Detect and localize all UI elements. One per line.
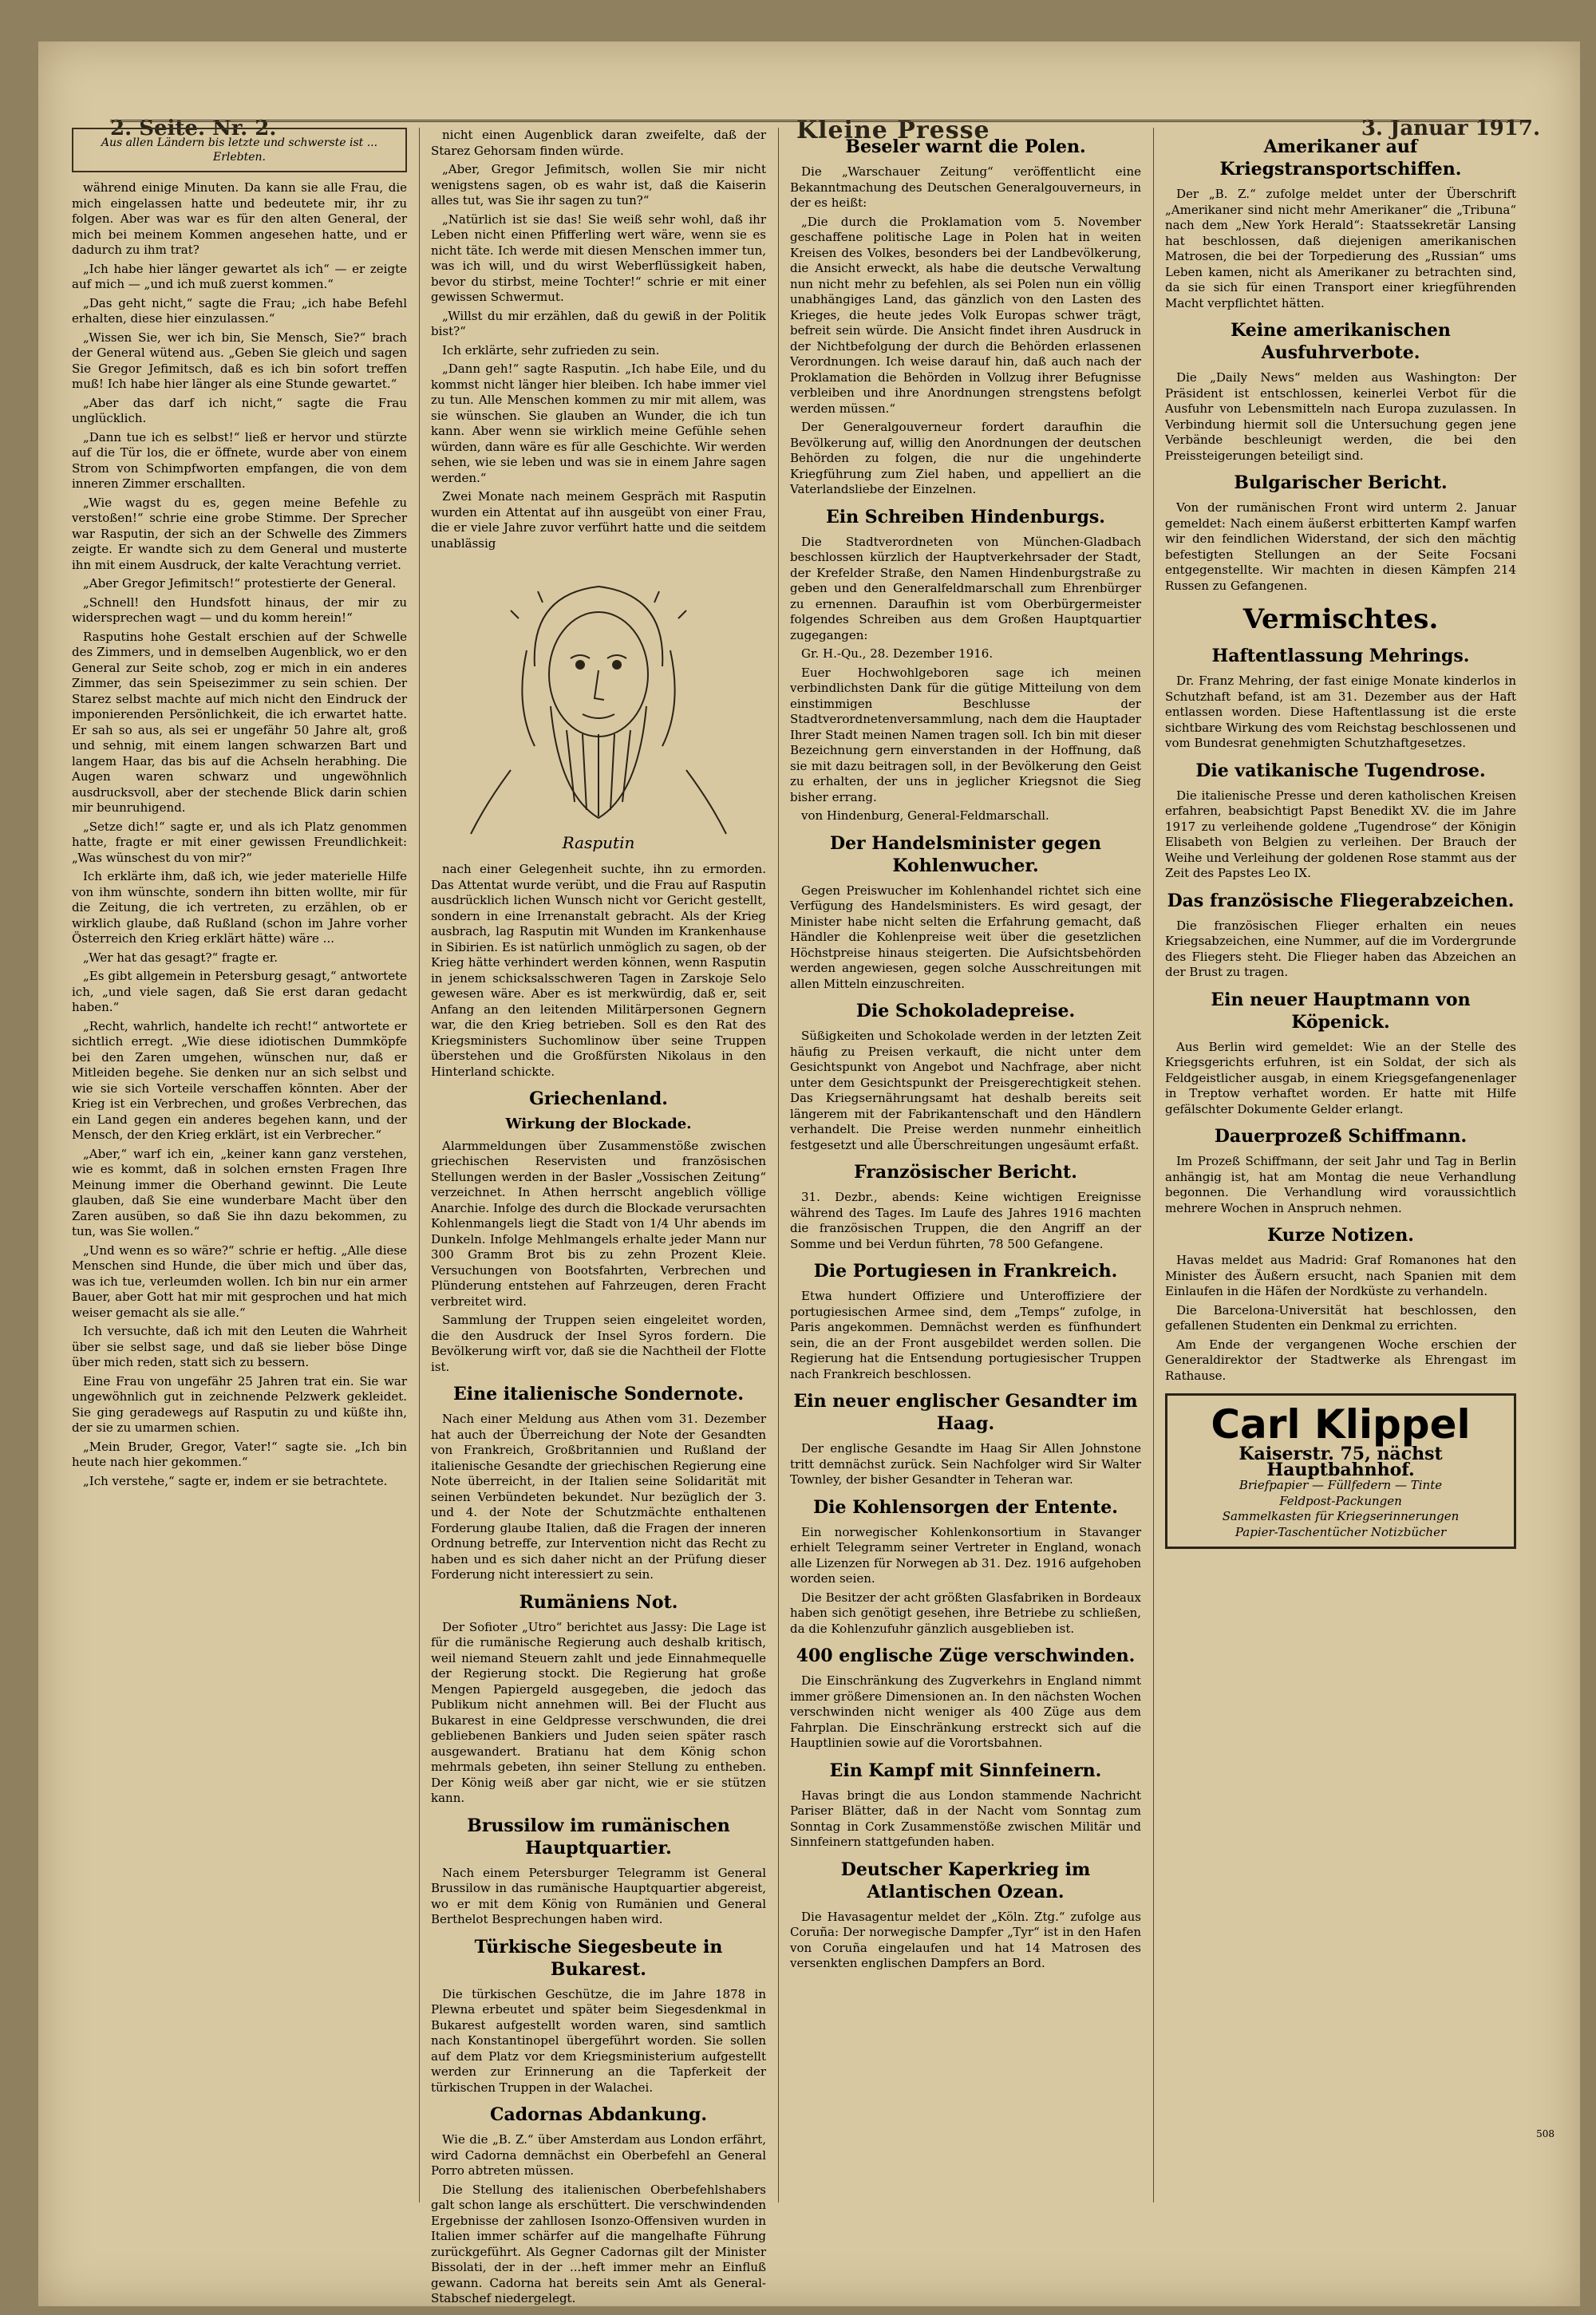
- paragraph: Der Generalgouverneur fordert daraufhin die Bevölkerung auf, willig den Anordnungen der deutschen Behörden zu folgen, die nur die ungehinderte Kriegführung zum Ziel haben, und appelliert an die Vaterlandsliebe der Einzelnen.: [790, 420, 1141, 496]
- paragraph: Alarmmeldungen über Zusammenstöße zwischen griechischen Reservisten und französischen Stellungen werden in der Basler „Vossischen Zeitung“ verzeichnet. In Athen herrscht angeblich völlige Anarchie. Infolge des durch die Blockade verursachten Kohlenmangels liegt die Stadt von 1/4 Uhr abends im Dunkeln. Infolge Mehlmangels erhalte jeder Mann nur 300 Gramm Brot bis zu zehn Prozent Kleie. Versuchungen von Bootsfahrten, Verbrechen und Plünderung entstehen auf Fahrzeugen, deren Fracht verbreitet wird.: [431, 1138, 766, 1309]
- paragraph: Der englische Gesandte im Haag Sir Allen Johnstone tritt demnächst zurück. Sein Nachfolger wird Sir Walter Townley, der bisher Gesandter in Teheran war.: [790, 1441, 1141, 1487]
- paragraph: Wie die „B. Z.“ über Amsterdam aus London erfährt, wird Cadorna demnächst ein Oberbefehl an General Porro abtreten müssen.: [431, 2132, 766, 2178]
- section-heading: Die Schokoladepreise.: [855, 1001, 1076, 1021]
- paragraph: Nach einer Meldung aus Athen vom 31. Dezember hat auch der Überreichung der Note der Gesandten von Frankreich, Großbritannien und Rußland der italienische Gesandte der griechischen Regierung eine Note überreicht, in der Italien seine Solidarität mit seinen Verbündeten bekundet. Nur bezüglich der 3. und 4. der Note der Schutzmächte enthaltenen Forderung glaube Italien, daß die Fragen der inneren Ordnung betreffe, zur Intervention nicht das Recht zu haben und es sich daher nicht an der Prüfung dieser Forderung nicht interessiert zu sein.: [431, 1412, 766, 1582]
- paragraph: „Dann tue ich es selbst!“ ließ er hervor und stürzte auf die Tür los, die er öffnete, wurde aber von einem Strom von Schimpfworten empfangen, die von dem inneren Zimmer erschallten.: [72, 429, 407, 491]
- section-heading: Dauerprozeß Schiffmann.: [1214, 1126, 1468, 1147]
- paragraph: von Hindenburg, General-Feldmarschall.: [801, 808, 1049, 823]
- paragraph: Der „B. Z.“ zufolge meldet unter der Überschrift „Amerikaner sind nicht mehr Amerikaner“ die „Tribuna“ nach dem „New York Herald“: Staatssekretär Lansing hat beschlossen, daß diejenigen amerikanischen Matrosen, die bei der Torpedierung des „Russian“ ums Leben kamen, nicht als Amerikaner zu betrachten sind, da sie sich für einen Transport einer kriegführenden Macht verpflichtet hätten.: [1165, 187, 1516, 310]
- column-3: [790, 128, 1141, 2202]
- paragraph: „Natürlich ist sie das! Sie weiß sehr wohl, daß ihr Leben nicht einen Pfifferling wert wäre, wenn sie es nicht täte. Ich werde mit diesen Menschen immer tun, was ich will, und du wirst Weberflüssigkeit haben, bevor du stirbst, meine Tochter!“ schrie er mit einer gewissen Schwermut.: [431, 211, 766, 304]
- section-heading: Die Portugiesen in Frankreich.: [813, 1261, 1118, 1282]
- article-text: [431, 128, 766, 551]
- section-heading: Vermischtes.: [1242, 603, 1439, 635]
- section-heading: Französischer Bericht.: [854, 1162, 1077, 1183]
- section-heading: Türkische Siegesbeute in Bukarest.: [474, 1936, 723, 1980]
- portrait-illustration: [439, 563, 758, 834]
- column-divider: [419, 128, 420, 2202]
- paragraph: Die Barcelona-Universität hat beschlossen, den gefallenen Studenten ein Denkmal zu errichten.: [1165, 1302, 1516, 1333]
- news-sections: [431, 1088, 766, 2307]
- paragraph: „Mein Bruder, Gregor, Vater!“ sagte sie. „Ich bin heute nach hier gekommen.“: [72, 1439, 407, 1469]
- section-heading: Kurze Notizen.: [1267, 1225, 1414, 1246]
- paragraph: Die „Warschauer Zeitung“ veröffentlicht eine Bekanntmachung des Deutschen Generalgouverneurs, in der es heißt:: [790, 164, 1141, 210]
- paragraph: Die Besitzer der acht größten Glasfabriken in Bordeaux haben sich genötigt gesehen, ihre Betriebe zu schließen, da die Kohlenzufuhr gänzlich ausgeblieben ist.: [790, 1590, 1141, 1636]
- section-heading: Deutscher Kaperkrieg im Atlantischen Ozean.: [840, 1859, 1091, 1902]
- paragraph: Euer Hochwohlgeboren sage ich meinen verbindlichsten Dank für die gütige Mitteilung von dem einstimmigen Beschlusse der Stadtverordnetenversammlung, nach dem die Hauptader Ihrer Stadt meinen Namen tragen soll. Ich bin mit dieser Bezeichnung gern einverstanden in der Hoffnung, daß sie mit dazu beitragen soll, in der Bevölkerung den Geist zu erhalten, der uns in jeglicher Kriegsnot die Sieg bisher errang.: [790, 665, 1141, 804]
- paragraph: Die „Daily News“ melden aus Washington: Der Präsident ist entschlossen, keinerlei Verbot für die Ausfuhr von Lebensmitteln nach Europa zuzulassen. In Verbindung hiermit soll die Untersuchung gegen jene Verbände beschleunigt werden, die bei den Preissteigerungen beteiligt sind.: [1165, 370, 1516, 463]
- column-divider: [1153, 128, 1154, 2202]
- section-heading: Der Handelsminister gegen Kohlenwucher.: [829, 832, 1102, 876]
- paragraph: „Ich verstehe,“ sagte er, indem er sie betrachtete.: [83, 1473, 388, 1488]
- section-heading: Griechenland.: [529, 1088, 668, 1109]
- paragraph: Sammlung der Truppen seien eingeleitet worden, die den Ausdruck der Insel Syros fordern. Die Bevölkerung wirft vor, daß sie die Nachtheil der Flotte ist.: [431, 1313, 766, 1374]
- page-number: 2. Seite. Nr. 2.: [110, 117, 277, 140]
- paragraph: Ich versuchte, daß ich mit den Leuten die Wahrheit über sie selbst sage, und daß sie lieber böse Dinge über mich reden, statt sich zu bessern.: [72, 1324, 407, 1369]
- paragraph: Etwa hundert Offiziere und Unteroffiziere der portugiesischen Armee sind, dem „Temps“ zufolge, in Paris angekommen. Demnächst werden es fünfhundert sein, die an der Front ausgebildet werden sollen. Die Regierung hat die Entsendung portugiesischer Truppen nach Frankreich beschlossen.: [790, 1289, 1141, 1381]
- section-heading: Keine amerikanischen Ausfuhrverbote.: [1231, 320, 1451, 363]
- section-heading: Rumäniens Not.: [519, 1591, 678, 1613]
- section-heading: Bulgarischer Bericht.: [1234, 472, 1448, 493]
- intro-box: Aus allen Ländern bis letzte und schwerste ist ... Erlebten.: [72, 128, 407, 172]
- paragraph: Nach einem Petersburger Telegramm ist General Brussilow in das rumänische Hauptquartier abgereist, wo er mit dem König von Rumänien und General Berthelot Besprechungen haben wird.: [431, 1865, 766, 1926]
- column-divider: [778, 128, 779, 2202]
- paragraph: nach einer Gelegenheit suchte, ihn zu ermorden. Das Attentat wurde verübt, und die Frau auf Rasputin ausdrücklich lichen Wunsch nicht vor Gericht gestellt, sondern in eine Irrenanstalt gebracht. Als der Krieg ausbrach, lag Rasputin mit Wunden im Krankenhause in Sibirien. Es ist natürlich unmöglich zu sagen, ob der Krieg hätte verhindert werden können, wenn Rasputin in jenem schicksalsschweren Tagen in Zarskoje Selo gewesen wäre. Aber es ist merkwürdig, daß er, seit Anfang an den leitenden Militärpersonen Gegnern war, die den Krieg betrieben. Soll es den Rat des Kriegsministers Suchomlinow über seine Truppen überstehen und die Großfürsten Nikolaus in den Hinterland schickte.: [431, 862, 766, 1079]
- paragraph: „Schnell! den Hundsfott hinaus, der mir zu widersprechen wagt — und du komm herein!“: [72, 595, 407, 625]
- section-heading: Ein neuer englischer Gesandter im Haag.: [793, 1391, 1138, 1434]
- paragraph: Zwei Monate nach meinem Gespräch mit Rasputin wurden ein Attentat auf ihn ausgeübt von einer Frau, die er viele Jahre zuvor verführt hatte und die seitdem unablässig: [431, 489, 766, 551]
- paragraph: während einige Minuten. Da kann sie alle Frau, die mich eingelassen hatte und bedeutete mir, ihr zu folgen. Aber was war es für den alten General, der mich bei meinem Kommen angesehen hatte, und er dadurch zu ihm trat?: [72, 180, 407, 257]
- paragraph: „Dann geh!“ sagte Rasputin. „Ich habe Eile, und du kommst nicht länger hier bleiben. Ich habe immer viel zu tun. Alle Menschen kommen zu mir mit allem, was sie wünschen. Sie glauben an Wunder, die ich tun kann. Aber wenn sie wirklich meine Gefühle sehen würden, dann wäre es für alle Geschichte. Wir werden sehen, wie sie leben und was sie in einem Jahre sagen werden.“: [431, 361, 766, 485]
- ad-address: Kaiserstr. 75, nächst Hauptbahnhof.: [1238, 1444, 1443, 1480]
- paragraph: Ein norwegischer Kohlenkonsortium in Stavanger erhielt Telegramm seiner Vertreter in England, wonach alle Lizenzen für Norwegen ab 31. Dez. 1916 aufgehoben worden seien.: [790, 1524, 1141, 1586]
- section-heading: Amerikaner auf Kriegstransportschiffen.: [1219, 136, 1462, 180]
- section-heading: Ein Schreiben Hindenburgs.: [826, 506, 1105, 527]
- paragraph: Im Prozeß Schiffmann, der seit Jahr und Tag in Berlin anhängig ist, hat am Montag die neue Verhandlung begonnen. Die Verhandlung wird voraussichtlich mehrere Wochen in Anspruch nehmen.: [1165, 1154, 1516, 1215]
- advertisement: [1165, 1393, 1516, 1549]
- paragraph: Süßigkeiten und Schokolade werden in der letzten Zeit häufig zu Preisen verkauft, die nicht unter dem Gesichtspunkt von Angebot und Nachfrage, aber nicht unter dem Gesichtspunkt der Preisgerechtigkeit stehen. Das Kriegsernährungsamt hat deshalb bereits seit längerem mit der Fabrikantenschaft und den Händlern verhandelt. Die Preise werden nunmehr einheitlich festgesetzt und alle Überschreitungen ungesäumt erfaßt.: [790, 1029, 1141, 1152]
- section-heading: 400 englische Züge verschwinden.: [796, 1645, 1136, 1666]
- paragraph: „Wie wagst du es, gegen meine Befehle zu verstoßen!“ schrie eine grobe Stimme. Der Sprecher war Rasputin, der sich an der Schwelle des Zimmers zeigte. Er wandte sich zu dem General und musterte ihn mit einem Ausdruck, der kalte Verachtung verriet.: [72, 495, 407, 572]
- issue-date: 3. Januar 1917.: [1361, 117, 1540, 140]
- section-heading: Ein Kampf mit Sinnfeinern.: [829, 1760, 1102, 1781]
- paragraph: „Willst du mir erzählen, daß du gewiß in der Politik bist?“: [431, 308, 766, 338]
- paragraph: Von der rumänischen Front wird unterm 2. Januar gemeldet: Nach einem äußerst erbitterten Kampf warfen wir den feindlichen Widerstand, der sich den mächtig befestigten Stellungen an der Seite Focsani entgegenstellte. Wir machten in diesen Kämpfen 214 Russen zu Gefangenen.: [1165, 500, 1516, 593]
- section-heading: Die vatikanische Tugendrose.: [1195, 760, 1486, 781]
- paragraph: Der Sofioter „Utro“ berichtet aus Jassy: Die Lage ist für die rumänische Regierung auch deshalb kritisch, weil niemand Steuern zahlt und jede Einnahmequelle der Regierung stockt. Die Regierung hat große Mengen Papiergeld ausgegeben, die jedoch das Publikum nicht annehmen will. Bei der Flucht aus Bukarest in eine Geldpresse verschwunden, die drei gebliebenen Bankiers und Juden seien später rasch ausgewandert. Bratianu hat dem König schon mehrmals gebeten, ihn seiner Stellung zu entheben. Der König weiß aber gar nicht, wie er sie stützen kann.: [431, 1619, 766, 1805]
- paragraph: „Aber, Gregor Jefimitsch, wollen Sie mir nicht wenigstens sagen, ob es wahr ist, daß die Kaiserin alles tut, was Sie ihr sagen zu tun?“: [431, 162, 766, 207]
- section-subheading: Wirkung der Blockade.: [505, 1116, 692, 1132]
- paragraph: „Das geht nicht,“ sagte die Frau; „ich habe Befehl erhalten, diese hier einzulassen.“: [72, 295, 407, 326]
- paragraph: Die Stellung des italienischen Oberbefehlshabers galt schon lange als erschüttert. Die verschwindenden Ergebnisse der zahllosen Isonzo-Offensiven wurden in Italien immer schärfer auf die mangelhafte Führung zurückgeführt. Als Gegner Cadornas gilt der Minister Bissolati, der in der ...heft immer mehr an Einfluß gewann. Cadorna hat bereits sein Amt als General-Stabschef niedergelegt.: [431, 2182, 766, 2305]
- column-2: [431, 128, 766, 2305]
- section-heading: Das französische Fliegerabzeichen.: [1167, 890, 1515, 911]
- paragraph: Die französischen Flieger erhalten ein neues Kriegsabzeichen, eine Nummer, auf die im Vordergrunde des Fliegers steht. Die Flieger haben das Abzeichen an der Brust zu tragen.: [1165, 918, 1516, 979]
- ad-line: Briefpapier — Füllfedern — Tinte: [1238, 1478, 1443, 1492]
- paragraph: Die Einschränkung des Zugverkehrs in England nimmt immer größere Dimensionen an. In den nächsten Wochen verschwinden nicht weniger als 400 Züge aus dem Fahrplan. Die Einschränkung erstreckt sich auf die Hauptlinien sowie auf die Vorortsbahnen.: [790, 1673, 1141, 1750]
- ad-code: 508: [1536, 2128, 1555, 2139]
- paragraph: Dr. Franz Mehring, der fast einige Monate kinderlos in Schutzhaft befand, ist am 31. Dezember aus der Haft entlassen worden. Diese Haftentlassung ist die erste sichtbare Wirkung des vom Reichstag beschlossenen und vom Bundesrat genehmigten Schutzhaftgesetzes.: [1165, 674, 1516, 750]
- paragraph: Am Ende der vergangenen Woche erschien der Generaldirektor der Stadtwerke als Ehrengast im Rathause.: [1165, 1337, 1516, 1383]
- paragraph: „Wissen Sie, wer ich bin, Sie Mensch, Sie?“ brach der General wütend aus. „Geben Sie gleich und sagen Sie Gregor Jefimitsch, daß es ich bin sofort treffen muß! Ich habe hier länger als eine Stunde gewartet.“: [72, 330, 407, 391]
- paragraph: Gr. H.-Qu., 28. Dezember 1916.: [801, 646, 994, 661]
- paragraph: Havas meldet aus Madrid: Graf Romanones hat den Minister des Äußern ersucht, nach Spanien mit dem Einlaufen in die Häfen der Nordküste zu verhandeln.: [1165, 1253, 1516, 1298]
- rasputin-portrait: [431, 563, 766, 851]
- paragraph: „Wer hat das gesagt?“ fragte er.: [83, 950, 278, 965]
- column-1: [72, 128, 407, 2202]
- paragraph: „Aber,“ warf ich ein, „keiner kann ganz verstehen, wie es kommt, daß in solchen ernsten Fragen Ihre Meinung immer die Oberhand gewinnt. Die Leute glauben, daß Sie eine wunderbare Macht über den Zaren ausüben, so daß Sie ihn dazu bekommen, zu tun, was Sie wollen.“: [72, 1146, 407, 1238]
- ad-line: Feldpost-Packungen: [1279, 1493, 1402, 1508]
- paragraph: Rasputins hohe Gestalt erschien auf der Schwelle des Zimmers, und in demselben Augenblick, wo er den General zur Seite schob, zog er mich in ein anderes Zimmer, das sein Speisezimmer zu sein schien. Der Starez selbst machte auf mich nicht den Eindruck der imponierenden Persönlichkeit, die ich erwartet hatte. Er sah so aus, als sei er ungefähr 50 Jahre alt, groß und sehnig, mit einem langen schwarzen Bart und langem Haar, das bis auf die Achseln herabhing. Die Augen waren schwarz und ungewöhnlich ausdrucksvoll, aber der stechende Blick darin schien mir beunruhigend.: [72, 629, 407, 815]
- section-heading: Haftentlassung Mehrings.: [1211, 646, 1470, 666]
- paragraph: Gegen Preiswucher im Kohlenhandel richtet sich eine Verfügung des Handelsministers. Es wird gesagt, der Minister habe nicht selten die Erfahrung gemacht, daß Händler die Kohlenpreise weit über die gesetzlichen Höchstpreise hinaus steigerten. Die Aufsichtsbehörden werden angewiesen, gegen solche Ausschreitungen mit allen Mitteln einzuschreiten.: [790, 883, 1141, 991]
- section-heading: Ein neuer Hauptmann von Köpenick.: [1211, 989, 1471, 1033]
- paragraph: Die türkischen Geschütze, die im Jahre 1878 in Plewna erbeutet und später beim Siegesdenkmal in Bukarest aufgestellt worden waren, sind samtlich nach Konstantinopel übergeführt worden. Sie sollen auf dem Platz vor dem Kriegsministerium aufgestellt werden zur Erinnerung an die Tapferkeit der türkischen Truppen in der Walachei.: [431, 1986, 766, 2095]
- paragraph: Die Havasagentur meldet der „Köln. Ztg.“ zufolge aus Coruña: Der norwegische Dampfer „Tyr“ ist in den Hafen von Coruña eingelaufen und hat 14 Matrosen des versenkten englischen Dampfers an Bord.: [790, 1909, 1141, 1970]
- paragraph: „Und wenn es so wäre?“ schrie er heftig. „Alle diese Menschen sind Hunde, die über mich und über das, was ich tue, verleumden wollen. Ich bin nur ein armer Bauer, aber Gott hat mir mit gesprochen und hat mich weiser gemacht als sie alle.“: [72, 1242, 407, 1320]
- paragraph: 31. Dezbr., abends: Keine wichtigen Ereignisse während des Tages. Im Laufe des Jahres 1916 machten die französischen Truppen, die den Angriff an der Somme und bei Verdun führten, 78 500 Gefangene.: [790, 1190, 1141, 1251]
- article-text: [72, 180, 407, 1489]
- paragraph: Ich erklärte, sehr zufrieden zu sein.: [442, 342, 660, 358]
- paragraph: „Recht, wahrlich, handelte ich recht!“ antwortete er sichtlich erregt. „Wie diese idiotischen Dummköpfe bei den Zaren umgehen, wünschen nur, daß er Mitleiden begehe. Sie denken nur an sich selbst und wie sie sich Vorteile verschaffen könnten. Aber der Krieg ist ein Verbrechen, und großes Verbrechen, das ein Land gegen ein anderes begehen kann, und der Mensch, der den Krieg erklärt, ist ein Verbrecher.“: [72, 1018, 407, 1142]
- section-heading: Cadornas Abdankung.: [489, 2104, 708, 2125]
- paragraph: „Es gibt allgemein in Petersburg gesagt,“ antwortete ich, „und viele sagen, daß Sie erst daran gedacht haben.“: [72, 969, 407, 1014]
- paragraph: Aus Berlin wird gemeldet: Wie an der Stelle des Kriegsgerichts erfuhren, ist ein Soldat, der sich als Feldgeistlicher ausgab, in einem Kriegsgefangenenlager in Treptow verhaftet worden. Er hatte mit Hilfe gefälschter Dokumente Gelder erlangt.: [1165, 1039, 1516, 1116]
- portrait-caption: Rasputin: [562, 832, 635, 852]
- paragraph: nicht einen Augenblick daran zweifelte, daß der Starez Gehorsam finden würde.: [431, 128, 766, 158]
- paragraph: „Aber Gregor Jefimitsch!“ protestierte der General.: [83, 576, 397, 591]
- paragraph: „Aber das darf ich nicht,“ sagte die Frau unglücklich.: [72, 395, 407, 425]
- newspaper-title: Kleine Presse: [796, 117, 990, 144]
- paragraph: Die italienische Presse und deren katholischen Kreisen erfahren, beabsichtigt Papst Benedikt XV. die im Jahre 1917 zu verleihende goldene „Tugendrose“ der Königin Elisabeth von Belgien zu verleihen. Der Brauch der Weihe und Verleihung der goldenen Rose stammt aus der Zeit des Papstes Leo IX.: [1165, 788, 1516, 880]
- section-heading: Die Kohlensorgen der Entente.: [813, 1496, 1118, 1518]
- paragraph: Ich erklärte ihm, daß ich, wie jeder materielle Hilfe von ihm wünschte, sondern ihn bitten wollte, mir für die Zeitung, die ich vertreten, zu erzählen, ob er wirklich glaube, daß Rußland (schon im Jahre vorher Österreich den Krieg erklärt hätte) wäre ...: [72, 869, 407, 946]
- ad-company-name: Carl Klippel: [1211, 1401, 1471, 1448]
- section-heading: Eine italienische Sondernote.: [452, 1384, 745, 1404]
- ad-line: Sammelkasten für Kriegserinnerungen: [1222, 1509, 1460, 1523]
- article-text: [431, 862, 766, 1080]
- paragraph: „Setze dich!“ sagte er, und als ich Platz genommen hatte, fragte er mit einer gewissen Freundlichkeit: „Was wünschest du von mir?“: [72, 819, 407, 865]
- header-rule: [110, 120, 1526, 122]
- section-heading: Brussilow im rumänischen Hauptquartier.: [467, 1815, 730, 1859]
- ad-line: Papier-Taschentücher Notizbücher: [1235, 1524, 1447, 1539]
- column-4: [1165, 128, 1516, 2202]
- paragraph: „Ich habe hier länger gewartet als ich“ — er zeigte auf mich — „und ich muß zuerst kommen.“: [72, 261, 407, 291]
- paragraph: Havas bringt die aus London stammende Nachricht Pariser Blätter, daß in der Nacht vom Sonntag zum Sonntag in Cork Zusammenstöße zwischen Militär und Sinnfeinern stattgefunden haben.: [790, 1788, 1141, 1849]
- paragraph: Eine Frau von ungefähr 25 Jahren trat ein. Sie war ungewöhnlich gut in zeichnende Pelzwerk gekleidet. Sie ging geradewegs auf Rasputin zu und küßte ihn, der sie zu umarmen schien.: [72, 1373, 407, 1435]
- section-heading: Beseler warnt die Polen.: [845, 136, 1086, 157]
- news-sections: [790, 136, 1141, 1972]
- paragraph: Die Stadtverordneten von München-Gladbach beschlossen kürzlich der Hauptverkehrsader der Stadt, der Krefelder Straße, den Namen Hindenburgstraße zu geben und den Generalfeldmarschall zum Ehrenbürger zu ernennen. Daraufhin ist vom Oberbürgermeister folgendes Schreiben aus dem Großen Hauptquartier zugegangen:: [790, 534, 1141, 642]
- paragraph: „Die durch die Proklamation vom 5. November geschaffene politische Lage in Polen hat in weiten Kreisen des Volkes, besonders bei der Landbevölkerung, die Ansicht erweckt, als habe die deutsche Verwaltung nun nicht mehr zu befehlen, als sei Polen nun ein völlig unabhängiges Land, das gänzlich von den Lasten des Krieges, die heute jedes Volk Europas schwer trägt, befreit sein würde. Die Ansicht findet ihren Ausdruck in der Nichtbefolgung der durch die Behörden erlassenen Verordnungen. Ich weise darauf hin, daß auch nach der Proklamation die Behörden in Vollzug ihrer Befugnisse verbleiben und ihre Anordnungen strengstens befolgt werden müssen.“: [790, 214, 1141, 416]
- news-sections: [1165, 136, 1516, 1384]
